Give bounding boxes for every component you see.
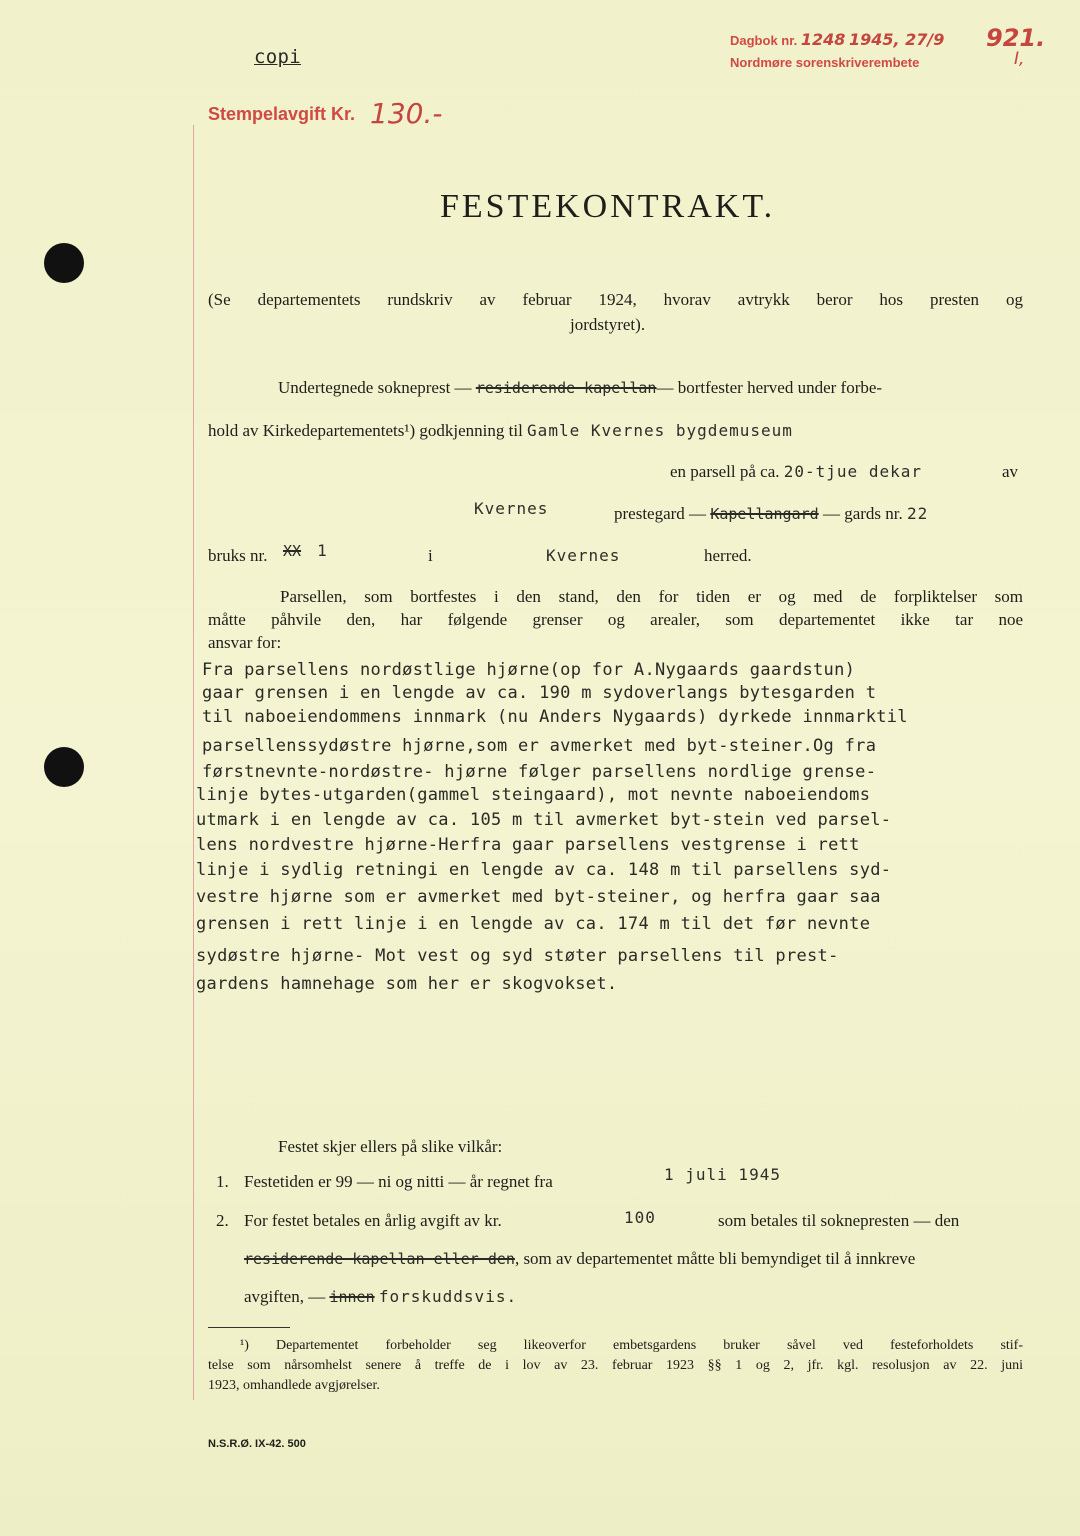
- parcel-line2: måtte påhvile den, har følgende grenser og arealer, som departementet ikke tar noe: [208, 610, 1023, 629]
- intro-text: bruks nr.: [208, 546, 268, 565]
- boundary-line: gaar grensen i en lengde av ca. 190 m sydoverlangs bytesgarden t: [202, 683, 877, 703]
- bruks-number-group: [283, 541, 328, 561]
- footnote-line2: telse som nårsomhelst senere å treffe de i lov av 23. februar 1923 §§ 1 og 2, jfr. kgl. resolusjon av 22. juni: [208, 1358, 1023, 1373]
- struck-text: innen: [329, 1288, 375, 1306]
- intro-text: prestegard —: [614, 504, 707, 523]
- struck-text: residerende kapellan eller den: [244, 1250, 515, 1268]
- footnote-line3: 1923, omhandlede avgjørelser.: [208, 1378, 380, 1393]
- page-number: 921.: [986, 24, 1046, 52]
- condition-1-text: Festetiden er 99 — ni og nitti — år regnet fra: [244, 1172, 553, 1191]
- fee-value: 130.-: [370, 97, 443, 130]
- filled-farm-name: Kvernes: [474, 499, 549, 518]
- form-code: N.S.R.Ø. IX-42. 500: [208, 1438, 306, 1450]
- filled-annual-fee: 100: [624, 1208, 656, 1227]
- filled-start-date: 1 juli 1945: [664, 1165, 781, 1184]
- boundary-line: Fra parsellens nordøstlige hjørne(op for A.Nygaards gaardstun): [202, 660, 856, 680]
- intro-text: en parsell på ca.: [670, 462, 780, 481]
- boundary-line: førstnevnte-nordøstre- hjørne følger parsellens nordlige grense-: [202, 762, 877, 782]
- footnote-line1: ¹) Departementet forbeholder seg likeoverfor embetsgardens bruker såvel ved festeforholdets stif-: [240, 1338, 1023, 1353]
- boundary-line: grensen i rett linje i en lengde av ca. 174 m til det før nevnte: [196, 914, 871, 934]
- stamp-diary-date: 1945, 27/9: [848, 30, 945, 49]
- intro-text: — bortfester herved under forbe-: [656, 378, 883, 397]
- boundary-line: linje bytes-utgarden(gammel steingaard), mot nevnte naboeiendoms: [196, 785, 871, 805]
- intro-line-3: [670, 462, 922, 482]
- condition-text: avgiften, —: [244, 1287, 326, 1306]
- copy-note: copi: [254, 46, 301, 68]
- intro-text: Undertegnede sokneprest —: [278, 378, 472, 397]
- boundary-line: utmark i en lengde av ca. 105 m til avmerket byt-stein ved parsel-: [196, 810, 892, 830]
- parcel-line1: Parsellen, som bortfestes i den stand, den for tiden er og med de forpliktelser som: [280, 587, 1023, 606]
- boundary-line: parsellenssydøstre hjørne,som er avmerket med byt-steiner.Og fra: [202, 736, 877, 756]
- filled-area: 20-tjue dekar: [783, 462, 922, 481]
- red-margin-line: [193, 125, 194, 1400]
- boundary-line: linje i sydlig retningi en lengde av ca. 148 m til parsellens syd-: [196, 860, 892, 880]
- footnote-rule: [208, 1327, 290, 1328]
- stamp-diary-number: 1248: [800, 30, 846, 49]
- intro-text: hold av Kirkedepartementets¹) godkjenning til: [208, 421, 523, 440]
- struck-text: residerende kapellan: [475, 379, 657, 397]
- condition-2-number: 2.: [216, 1211, 229, 1230]
- circular-note-line1: (Se departementets rundskriv av februar 1924, hvorav avtrykk beror hos presten og: [208, 290, 1023, 309]
- intro-line-4: [614, 504, 928, 524]
- intro-text: — gards nr.: [822, 504, 903, 523]
- stamp-office-line: Nordmøre sorenskriverembete: [730, 55, 920, 70]
- stamp-diary-prefix: Dagbok nr.: [730, 33, 798, 48]
- boundary-line: vestre hjørne som er avmerket med byt-steiner, og herfra gaar saa: [196, 887, 881, 907]
- boundary-line: til naboeiendommens innmark (nu Anders Nygaards) dyrkede innmarktil: [202, 707, 908, 727]
- stamp-office-suffix: I,: [1014, 49, 1025, 69]
- intro-line-5: [208, 546, 268, 566]
- filled-gard-number: 22: [906, 504, 929, 523]
- filled-municipality: Kvernes: [546, 546, 621, 565]
- punch-hole-bottom: [44, 747, 84, 787]
- parcel-line3: ansvar for:: [208, 633, 282, 652]
- conditions-intro: Festet skjer ellers på slike vilkår:: [278, 1137, 503, 1156]
- document-title: FESTEKONTRAKT.: [440, 188, 776, 225]
- punch-hole-top: [44, 243, 84, 283]
- filled-payment-terms: forskuddsvis.: [378, 1287, 518, 1306]
- intro-line-1: [278, 378, 882, 398]
- fee-label: Stempelavgift Kr.: [208, 104, 356, 124]
- condition-text: , som av departementet måtte bli bemyndiget til å innkreve: [514, 1249, 916, 1268]
- boundary-line: gardens hamnehage som her er skogvokset.: [196, 974, 618, 994]
- intro-line-5-in: i: [428, 546, 433, 565]
- boundary-line: sydøstre hjørne- Mot vest og syd støter parsellens til prest-: [196, 946, 839, 966]
- filled-beneficiary: Gamle Kvernes bygdemuseum: [527, 421, 793, 440]
- intro-line-5-end: herred.: [704, 546, 752, 565]
- boundary-line: lens nordvestre hjørne-Herfra gaar parsellens vestgrense i rett: [196, 835, 860, 855]
- condition-2-text-a: For festet betales en årlig avgift av kr.: [244, 1211, 502, 1230]
- circular-note-line2: jordstyret).: [570, 315, 646, 334]
- stamp-diary-line: [730, 30, 944, 49]
- condition-2-line3: [244, 1287, 517, 1307]
- intro-line-2: [208, 421, 793, 441]
- struck-text: Kapellangard: [710, 505, 819, 523]
- struck-text: XX: [283, 542, 302, 560]
- condition-1-number: 1.: [216, 1172, 229, 1191]
- condition-2-text-b: som betales til soknepresten — den: [718, 1211, 960, 1230]
- intro-line-3-end: av: [1002, 462, 1019, 481]
- condition-2-line2: [244, 1249, 915, 1269]
- filled-bruks-number: 1: [317, 541, 328, 560]
